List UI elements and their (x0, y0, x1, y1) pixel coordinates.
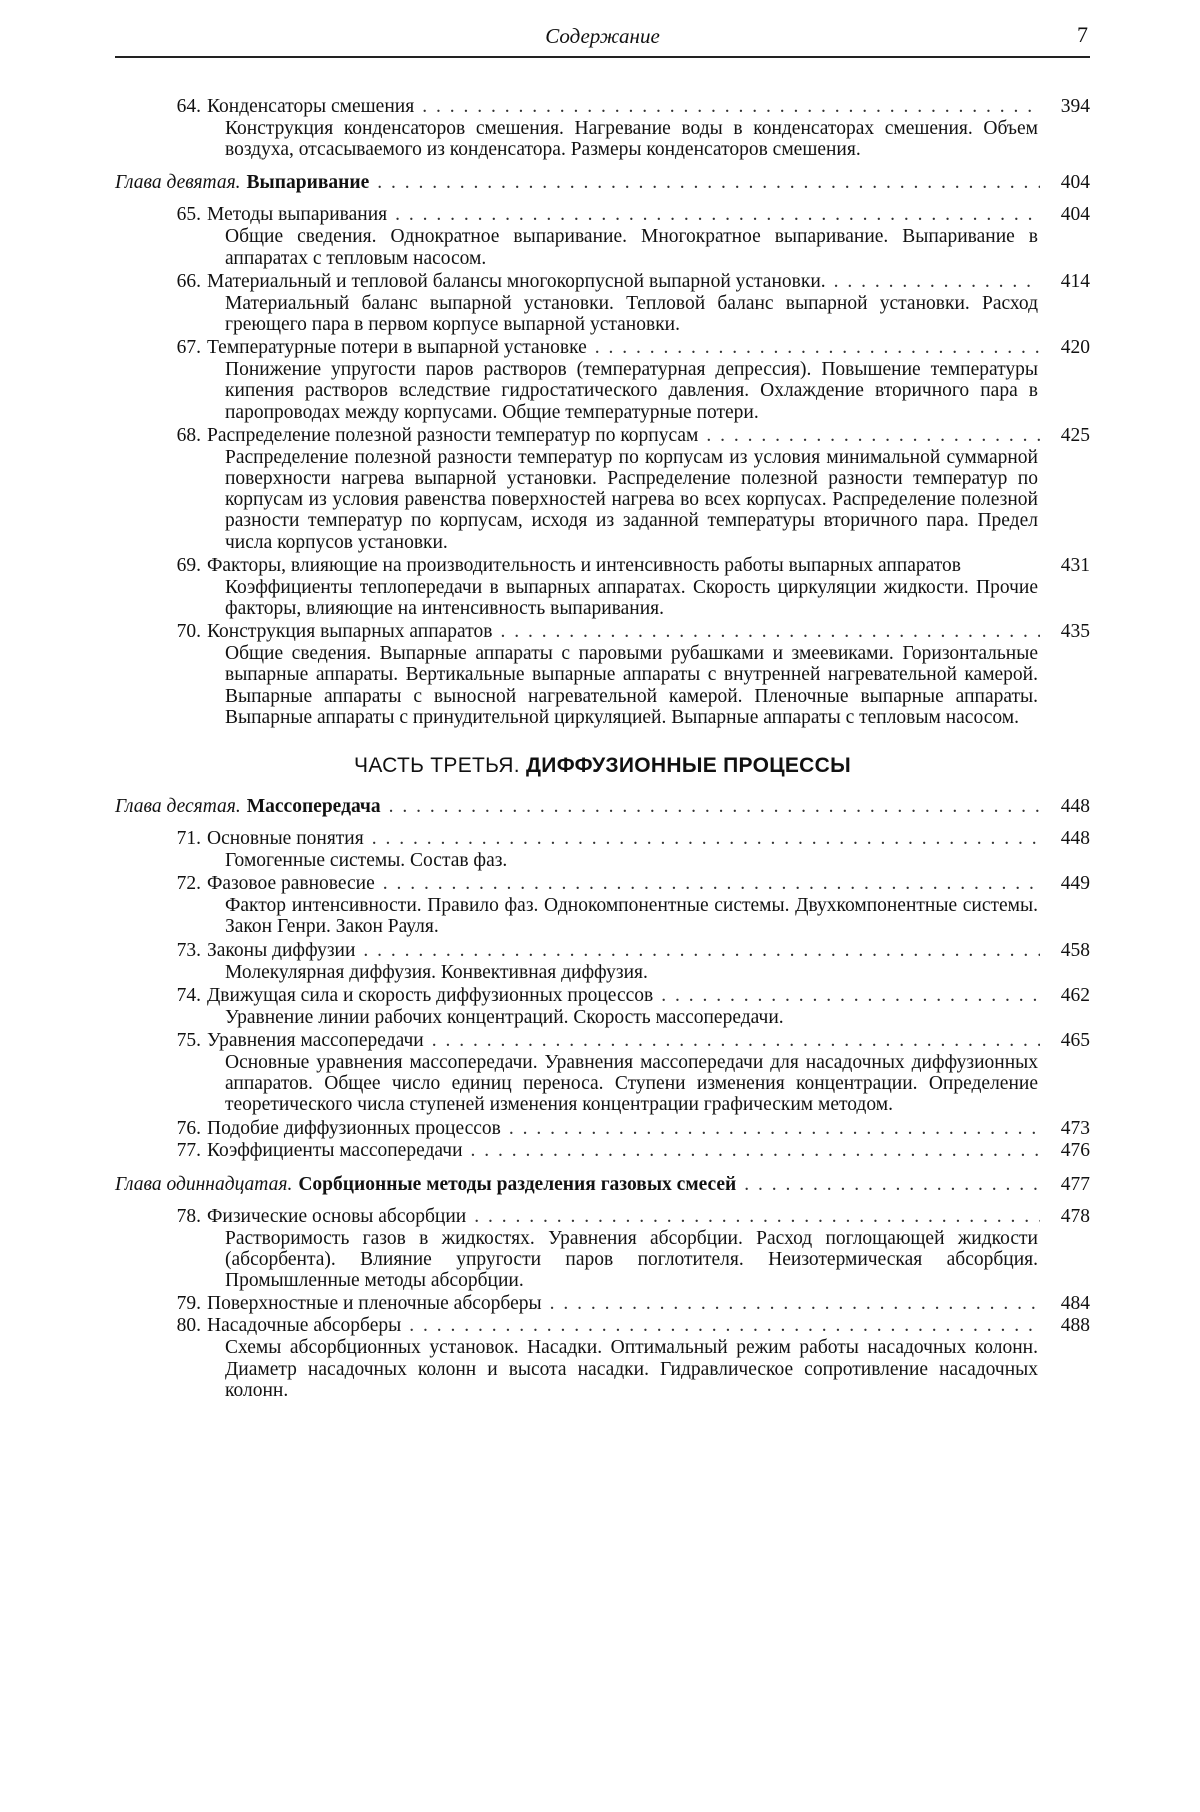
toc-section-77[interactable] (115, 1140, 1090, 1162)
dot-leader (550, 1293, 1040, 1315)
section-title: Насадочные абсорберы (207, 1315, 402, 1337)
section-number: 72. (176, 873, 201, 895)
section-number: 78. (176, 1205, 201, 1227)
section-title: Подобие диффузионных процессов (207, 1117, 501, 1139)
toc-section-66[interactable] (115, 271, 1090, 293)
toc-chapter-10[interactable] (115, 796, 1090, 818)
dot-leader (377, 172, 1040, 194)
section-number: 74. (176, 984, 201, 1006)
page-ref: 435 (1060, 621, 1090, 643)
dot-leader (372, 828, 1040, 850)
section-title: Уравнения массопередачи (207, 1030, 424, 1052)
section-title: Методы выпаривания (207, 204, 388, 226)
section-description: Общие сведения. Выпарные аппараты с паровыми рубашками и змеевиками. Горизонтальные выпарные аппараты. Вертикальные выпарные аппараты с внутренней нагревательной камерой. Выпарные аппараты с выносной нагревательной камерой. Пленочные выпарные аппараты. Выпарные аппараты с принудительной циркуляцией. Выпарные аппараты с тепловым насосом. (225, 643, 1038, 728)
toc-section-71[interactable] (115, 828, 1090, 850)
page-ref: 478 (1060, 1205, 1090, 1227)
toc-chapter-9[interactable] (115, 172, 1090, 194)
section-description: Конструкция конденсаторов смешения. Нагревание воды в конденсаторах смешения. Объем воздуха, отсасываемого из конденсатора. Размеры конденсаторов смешения. (225, 118, 1038, 161)
toc-section-67[interactable] (115, 337, 1090, 359)
section-number: 69. (176, 554, 201, 576)
dot-leader (474, 1206, 1040, 1228)
section-number: 75. (176, 1030, 201, 1052)
page-ref: 473 (1060, 1117, 1090, 1139)
dot-leader (500, 621, 1040, 643)
section-title: Движущая сила и скорость диффузионных процессов (207, 984, 654, 1006)
section-number: 76. (176, 1117, 201, 1139)
page-ref: 488 (1060, 1315, 1090, 1337)
dot-leader (363, 940, 1040, 962)
section-number: 68. (176, 424, 201, 446)
dot-leader (395, 204, 1040, 226)
section-title: Факторы, влияющие на производительность и интенсивность работы выпарных аппаратов (207, 554, 961, 576)
dot-leader (661, 985, 1040, 1007)
section-title: Конденсаторы смешения (207, 96, 415, 117)
running-title: Содержание (545, 24, 660, 48)
toc-section-64[interactable] (115, 96, 1090, 118)
dot-leader (834, 271, 1040, 293)
section-description: Материальный баланс выпарной установки. Тепловой баланс выпарной установки. Расход греющего пара в первом корпусе выпарной установки. (225, 292, 1038, 336)
page-ref: 425 (1060, 424, 1090, 446)
section-number: 71. (176, 828, 201, 850)
page-ref: 404 (1060, 204, 1090, 226)
section-description: Основные уравнения массопередачи. Уравнения массопередачи для насадочных диффузионных аппаратов. Общее число единиц переноса. Ступени изменения концентрации. Определение теоретического числа ступеней изменения концентрации графическим методом. (225, 1052, 1038, 1116)
toc-section-80[interactable] (115, 1315, 1090, 1337)
section-title: Поверхностные и пленочные абсорберы (207, 1293, 542, 1315)
dot-leader (383, 873, 1040, 895)
section-title: Фазовое равновесие (207, 873, 375, 895)
toc-section-65[interactable] (115, 204, 1090, 226)
section-description: Уравнение линии рабочих концентраций. Скорость массопередачи. (225, 1006, 784, 1028)
toc-section-78[interactable] (115, 1206, 1090, 1228)
section-description: Молекулярная диффузия. Конвективная диффузия. (225, 961, 648, 983)
part-label: ЧАСТЬ ТРЕТЬЯ. (354, 754, 520, 778)
toc-section-79[interactable] (115, 1293, 1090, 1315)
dot-leader (422, 96, 1040, 118)
section-number: 79. (176, 1293, 201, 1315)
dot-leader (595, 337, 1040, 359)
page-ref: 448 (1060, 828, 1090, 850)
section-title: Конструкция выпарных аппаратов (207, 621, 493, 643)
page-number: 7 (1077, 22, 1088, 47)
page-ref: 404 (1060, 172, 1090, 194)
chapter-label: Глава одиннадцатая. (115, 1173, 293, 1195)
page-ref: 484 (1060, 1293, 1090, 1315)
toc-section-73[interactable] (115, 940, 1090, 962)
page-ref: 414 (1060, 270, 1090, 292)
toc-section-69[interactable] (115, 555, 1090, 577)
toc-section-68[interactable] (115, 425, 1090, 447)
part-heading (115, 754, 1090, 778)
section-title: Коэффициенты массопередачи (207, 1139, 463, 1161)
section-description: Общие сведения. Однократное выпаривание. Многократное выпаривание. Выпаривание в аппаратах с тепловым насосом. (225, 226, 1038, 269)
page-ref: 465 (1060, 1030, 1090, 1052)
section-number: 65. (176, 204, 201, 226)
section-number: 80. (176, 1315, 201, 1337)
section-number: 67. (176, 337, 201, 359)
section-title: Температурные потери в выпарной установке (207, 337, 587, 359)
toc-section-74[interactable] (115, 985, 1090, 1007)
toc-section-76[interactable] (115, 1118, 1090, 1140)
section-description: Схемы абсорбционных установок. Насадки. Оптимальный режим работы насадочных колонн. Диаметр насадочных колонн и высота насадки. Гидравлическое сопротивление насадочных колонн. (225, 1337, 1038, 1401)
page-ref: 448 (1060, 796, 1090, 818)
part-title: ДИФФУЗИОННЫЕ ПРОЦЕССЫ (526, 754, 851, 778)
section-title: Распределение полезной разности температур по корпусам (207, 424, 699, 446)
page-header (115, 22, 1090, 58)
page-ref: 458 (1060, 939, 1090, 961)
section-description: Растворимость газов в жидкостях. Уравнения абсорбции. Расход поглощающей жидкости (абсорбента). Влияние упругости паров поглотителя. Неизотермическая абсорбция. Промышленные методы абсорбции. (225, 1227, 1038, 1292)
toc-chapter-11[interactable] (115, 1174, 1090, 1196)
toc-section-70[interactable] (115, 621, 1090, 643)
dot-leader (744, 1174, 1040, 1196)
section-title: Основные понятия (207, 828, 364, 850)
page-ref: 431 (1060, 554, 1090, 576)
section-description: Коэффициенты теплопередачи в выпарных аппаратах. Скорость циркуляции жидкости. Прочие факторы, влияющие на интенсивность выпаривания. (225, 576, 1038, 620)
section-number: 66. (176, 270, 201, 292)
toc-section-75[interactable] (115, 1030, 1090, 1052)
dot-leader (409, 1315, 1040, 1337)
dot-leader (389, 796, 1040, 818)
section-number: 73. (176, 939, 201, 961)
section-description: Распределение полезной разности температур по корпусам из условия минимальной суммарной поверхности нагрева выпарной установки. Распределение полезной разности температур по корпусам из условия равенства поверхностей нагрева во всех корпусах. Распределение полезной разности температур по корпусам, исходя из заданной температуры вторичного пара. Предел числа корпусов установки. (225, 446, 1038, 553)
section-description: Понижение упругости паров растворов (температурная депрессия). Повышение температуры кипения растворов вследствие гидростатического давления. Охлаждение вторичного пара в паропроводах между корпусами. Общие температурные потери. (225, 359, 1038, 423)
page-ref: 462 (1060, 984, 1090, 1006)
chapter-title: Массопередача (246, 796, 381, 818)
section-number: 77. (176, 1139, 201, 1161)
dot-leader (471, 1140, 1040, 1162)
chapter-label: Глава девятая. (115, 172, 241, 194)
section-number: 64. (176, 96, 201, 117)
page-ref: 477 (1060, 1173, 1090, 1195)
toc-section-72[interactable] (115, 873, 1090, 895)
section-description: Гомогенные системы. Состав фаз. (225, 850, 508, 872)
section-title: Материальный и тепловой балансы многокорпусной выпарной установки. (207, 270, 826, 292)
page-ref: 476 (1060, 1139, 1090, 1161)
page-ref: 394 (1060, 96, 1090, 117)
dot-leader (706, 425, 1040, 447)
section-title: Физические основы абсорбции (207, 1205, 467, 1227)
section-description: Фактор интенсивности. Правило фаз. Однокомпонентные системы. Двухкомпонентные системы. Закон Генри. Закон Рауля. (225, 895, 1038, 938)
chapter-label: Глава десятая. (115, 796, 241, 818)
section-title: Законы диффузии (207, 939, 356, 961)
chapter-title: Сорбционные методы разделения газовых смесей (298, 1173, 737, 1195)
dot-leader (509, 1118, 1040, 1140)
page-ref: 449 (1060, 873, 1090, 895)
chapter-title: Выпаривание (246, 172, 370, 194)
section-number: 70. (176, 621, 201, 643)
dot-leader (432, 1030, 1040, 1052)
table-of-contents (115, 96, 1090, 1403)
page-ref: 420 (1060, 337, 1090, 359)
